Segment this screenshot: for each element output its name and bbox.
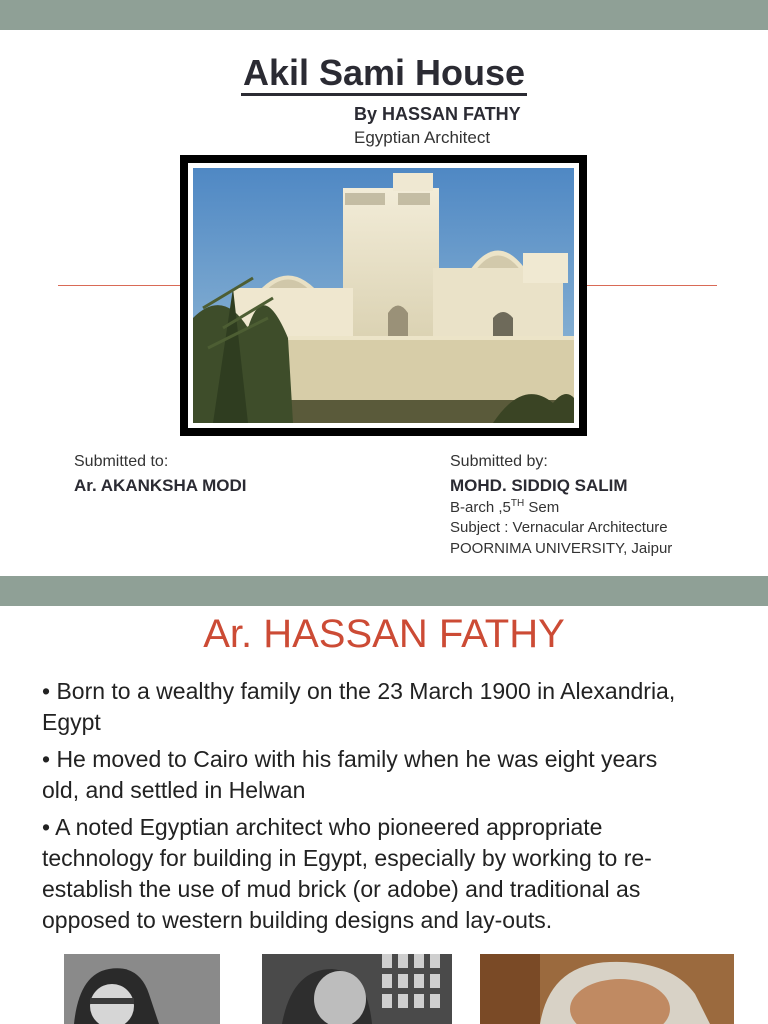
biography-bullets xyxy=(42,676,692,942)
bullet-item: • A noted Egyptian architect who pioneered appropriate technology for building in Egypt, especially by working to re-establish the use of mud brick (or adobe) and traditional as opposed to western building designs and lay-outs. xyxy=(42,814,652,933)
divider-line-right xyxy=(586,285,717,286)
top-band xyxy=(0,0,768,30)
course-line: B-arch ,5TH Sem xyxy=(450,498,560,516)
submitted-by-label: Submitted by: xyxy=(450,453,548,470)
portrait-photo-1 xyxy=(64,954,220,1024)
submitted-by-name: MOHD. SIDDIQ SALIM xyxy=(450,476,628,495)
page-title: Akil Sami House xyxy=(0,52,768,94)
house-photo-frame xyxy=(180,155,587,436)
submitted-to-name: Ar. AKANKSHA MODI xyxy=(74,476,247,495)
author-line: By HASSAN FATHY xyxy=(354,104,521,124)
house-photo xyxy=(193,168,574,423)
university-line: POORNIMA UNIVERSITY, Jaipur xyxy=(450,540,673,557)
bullet-item: • He moved to Cairo with his family when he was eight years old, and settled in Helwan xyxy=(42,746,658,803)
biography-heading: Ar. HASSAN FATHY xyxy=(203,612,565,656)
separator-band xyxy=(0,576,768,606)
portrait-photo-3 xyxy=(480,954,734,1024)
divider-line-left xyxy=(58,285,182,286)
bullet-item: • Born to a wealthy family on the 23 March 1900 in Alexandria, Egypt xyxy=(42,678,676,735)
subject-line: Subject : Vernacular Architecture xyxy=(450,519,668,536)
portrait-photo-2 xyxy=(262,954,452,1024)
author-role: Egyptian Architect xyxy=(354,128,491,147)
submitted-to-label: Submitted to: xyxy=(74,453,169,470)
